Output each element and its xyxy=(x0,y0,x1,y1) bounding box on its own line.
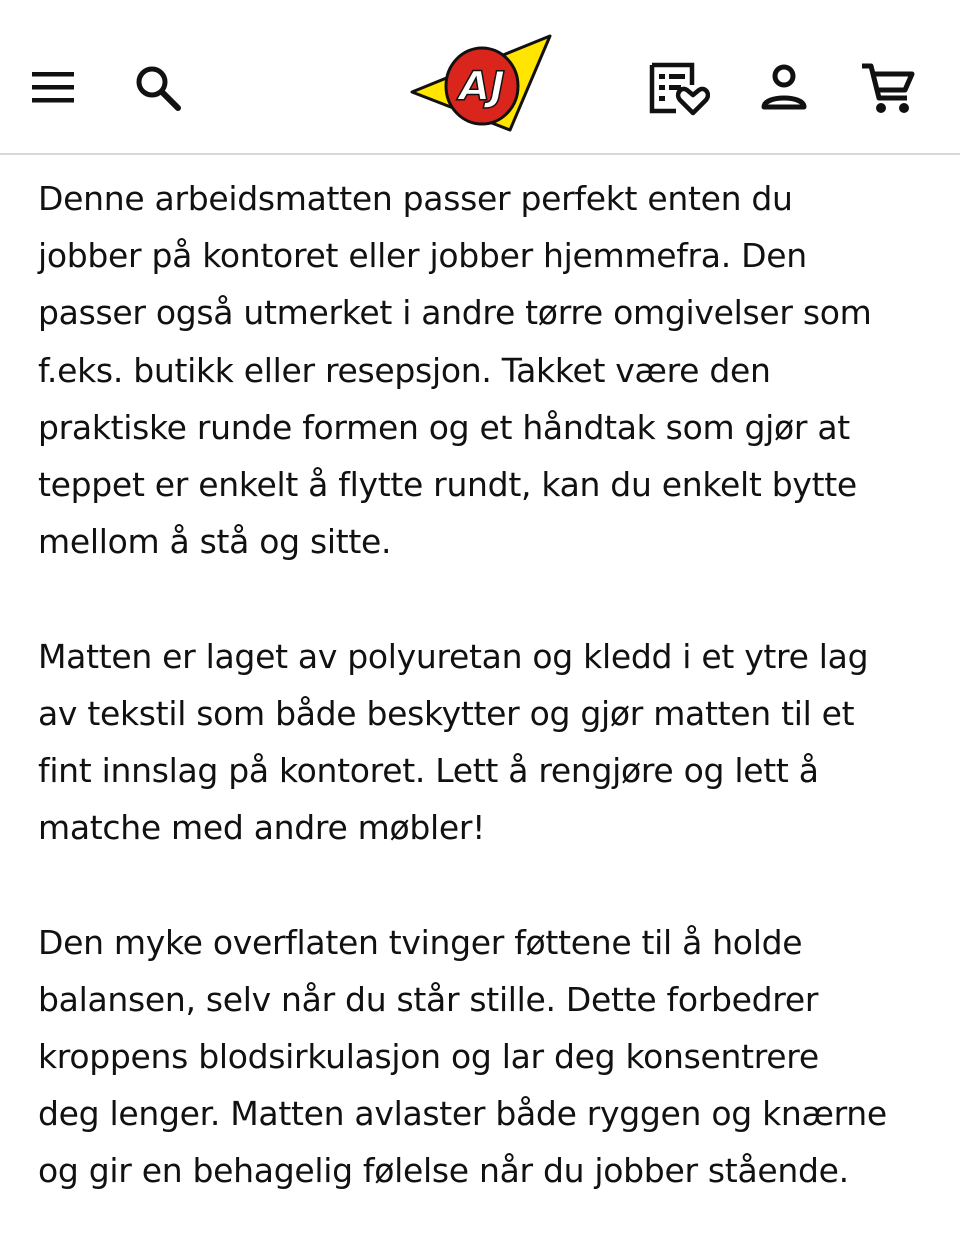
account-button[interactable] xyxy=(756,60,812,116)
site-header xyxy=(0,0,960,155)
description-paragraph: Denne arbeidsmatten passer perfekt enten du jobber på kontoret eller jobber hjemmefra. Den passer også utmerket i andre tørre omgivelser som f.eks. butikk eller resepsjon. Takket være den praktiske runde formen og et håndtak som gjør at teppet er enkelt å flytte rundt, kan du enkelt bytte mellom å stå og sitte. xyxy=(38,179,872,562)
wishlist-button[interactable] xyxy=(646,58,712,120)
description-paragraph: Matten er laget av polyuretan og kledd i et ytre lag av tekstil som både beskytter og gjør matten til et fint innslag på kontoret. Lett å rengjøre og lett å matche med andre møbler! xyxy=(38,636,869,848)
aj-logo[interactable] xyxy=(410,30,555,142)
logo-mark xyxy=(410,30,555,142)
cart-button[interactable] xyxy=(858,60,918,118)
wishlist-icon xyxy=(648,61,710,117)
menu-button[interactable] xyxy=(26,62,80,112)
cart-icon xyxy=(860,62,916,116)
search-button[interactable] xyxy=(130,60,186,116)
logo-text: AJ xyxy=(459,64,505,110)
menu-icon xyxy=(30,69,76,105)
description-paragraph: Den myke overflaten tvinger føttene til å holde balansen, selv når du står stille. Dette forbedrer kroppens blodsirkulasjon og lar deg konsentrere deg lenger. Matten avlaster både ryggen og knærne og gir en behagelig følelse når du jobber stående. xyxy=(38,922,887,1191)
account-icon xyxy=(759,63,809,113)
search-icon xyxy=(133,63,183,113)
product-description xyxy=(38,170,928,1257)
